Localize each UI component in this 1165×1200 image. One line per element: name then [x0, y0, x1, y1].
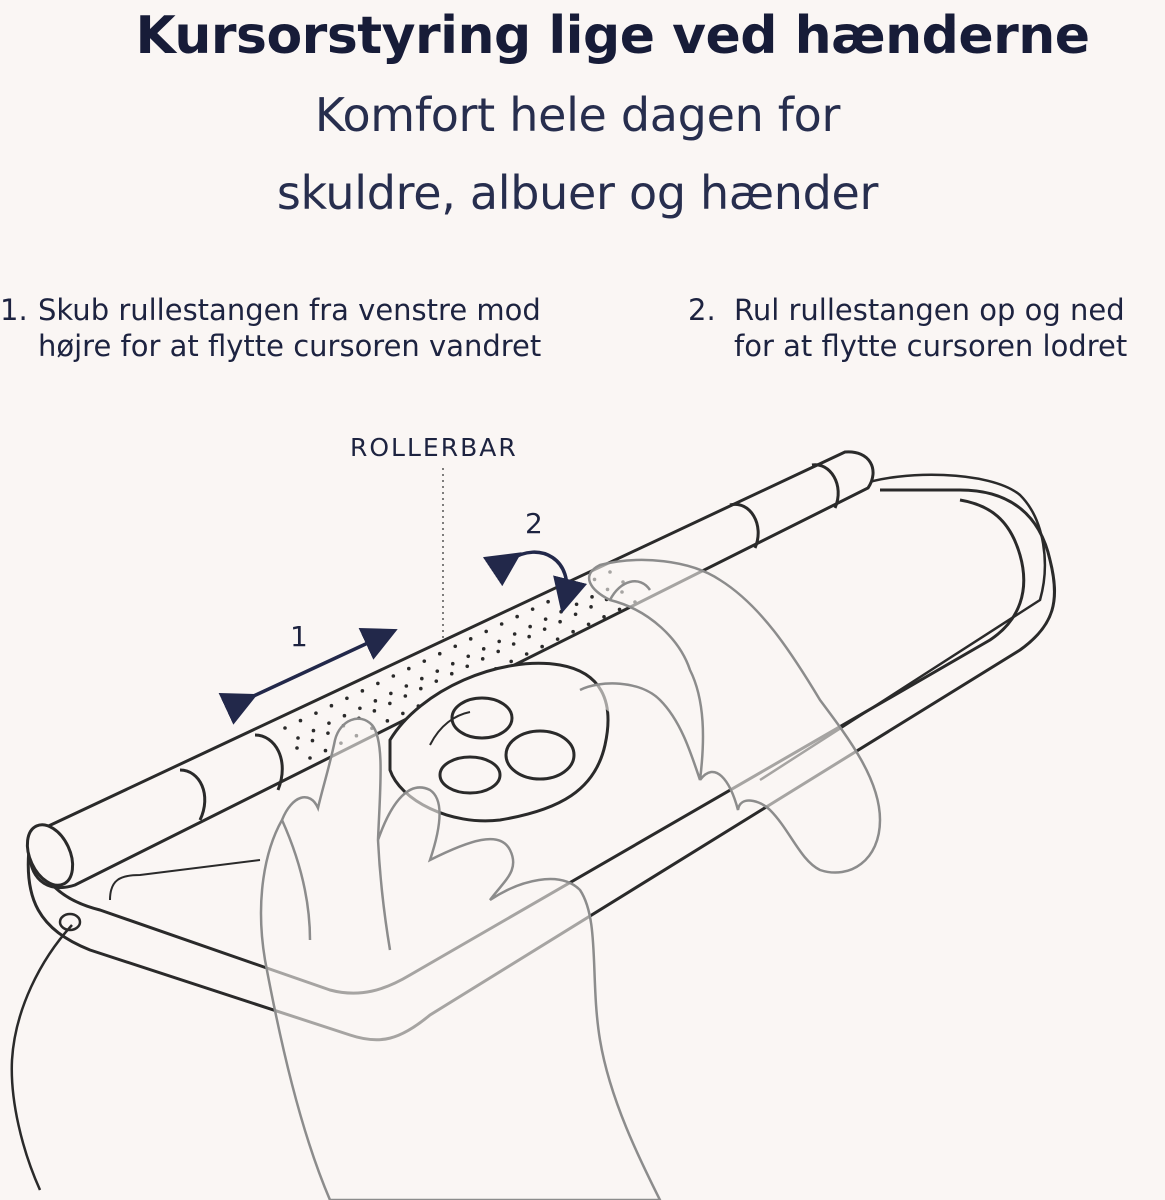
sleeve-dot: [484, 630, 488, 634]
sleeve-dot: [540, 645, 544, 649]
sleeve-dot: [556, 637, 560, 641]
sleeve-dot: [590, 595, 594, 599]
sleeve-dot: [618, 608, 622, 612]
sleeve-dot: [500, 622, 504, 626]
sleeve-dot: [571, 630, 575, 634]
rollerbar-label: ROLLERBAR: [350, 433, 518, 462]
sleeve-dot: [296, 736, 300, 740]
page-title: Kursorstyring lige ved hænderne: [135, 6, 1090, 66]
sleeve-dot: [420, 677, 424, 681]
step-1-number: 1.: [0, 293, 28, 327]
cable: [12, 925, 72, 1190]
sleeve-dot: [515, 615, 519, 619]
sleeve-dot: [513, 632, 517, 636]
sleeve-dot: [434, 679, 438, 683]
sleeve-dot: [577, 585, 581, 589]
sleeve-dot: [558, 620, 562, 624]
sleeve-dot: [451, 662, 455, 666]
sleeve-dot: [419, 687, 423, 691]
sleeve-dot: [546, 600, 550, 604]
sleeve-dot: [392, 674, 396, 678]
sleeve-dot: [525, 652, 529, 656]
step-1-line-2: højre for at flytte cursoren vandret: [38, 329, 542, 363]
arrow-1-number: 1: [290, 620, 308, 653]
sleeve-dot: [373, 709, 377, 713]
sleeve-dot: [528, 625, 532, 629]
sleeve-dot: [544, 617, 548, 621]
sleeve-dot: [330, 704, 334, 708]
sleeve-dot: [602, 615, 606, 619]
sleeve-dot: [295, 746, 299, 750]
sleeve-dot: [422, 659, 426, 663]
step-2-number: 2.: [688, 293, 716, 327]
sleeve-dot: [481, 657, 485, 661]
sleeve-dot: [308, 756, 312, 760]
sleeve-dot: [407, 667, 411, 671]
sleeve-dot: [404, 694, 408, 698]
step-2-line-1: Rul rullestangen op og ned: [734, 293, 1125, 327]
sleeve-dot: [512, 642, 516, 646]
sleeve-dot: [386, 719, 390, 723]
sleeve-dot: [343, 714, 347, 718]
sleeve-dot: [466, 654, 470, 658]
sleeve-dot: [450, 672, 454, 676]
sleeve-dot: [496, 650, 500, 654]
sleeve-dot: [543, 627, 547, 631]
sleeve-dot: [327, 721, 331, 725]
sleeve-dot: [401, 712, 405, 716]
sleeve-dot: [465, 664, 469, 668]
sleeve-dot: [405, 684, 409, 688]
sleeve-dot: [283, 726, 287, 730]
sleeve-dot: [575, 602, 579, 606]
sleeve-dot: [531, 607, 535, 611]
sleeve-dot: [326, 731, 330, 735]
sleeve-dot: [358, 706, 362, 710]
sleeve-dot: [497, 640, 501, 644]
sleeve-dot: [453, 644, 457, 648]
sleeve-dot: [324, 749, 328, 753]
step-1-line-1: Skub rullestangen fra venstre mod: [38, 293, 541, 327]
sleeve-dot: [469, 637, 473, 641]
sleeve-dot: [376, 682, 380, 686]
sleeve-dot: [509, 660, 513, 664]
arrow-2-number: 2: [525, 507, 543, 540]
subtitle-line-2: skuldre, albuer og hænder: [276, 166, 879, 220]
sleeve-dot: [438, 652, 442, 656]
step-2-line-2: for at flytte cursoren lodret: [734, 329, 1128, 363]
sleeve-dot: [389, 692, 393, 696]
sleeve-dot: [589, 605, 593, 609]
sleeve-dot: [435, 669, 439, 673]
sleeve-dot: [361, 689, 365, 693]
sleeve-dot: [388, 702, 392, 706]
sleeve-dot: [312, 729, 316, 733]
sleeve-dot: [374, 699, 378, 703]
sleeve-dot: [527, 635, 531, 639]
sleeve-dot: [345, 696, 349, 700]
sleeve-dot: [314, 711, 318, 715]
sleeve-dot: [482, 647, 486, 651]
subtitle-line-1: Komfort hele dagen for: [314, 88, 841, 142]
sleeve-dot: [299, 719, 303, 723]
sleeve-dot: [574, 612, 578, 616]
sleeve-dot: [587, 622, 591, 626]
sleeve-dot: [559, 610, 563, 614]
sleeve-dot: [311, 739, 315, 743]
